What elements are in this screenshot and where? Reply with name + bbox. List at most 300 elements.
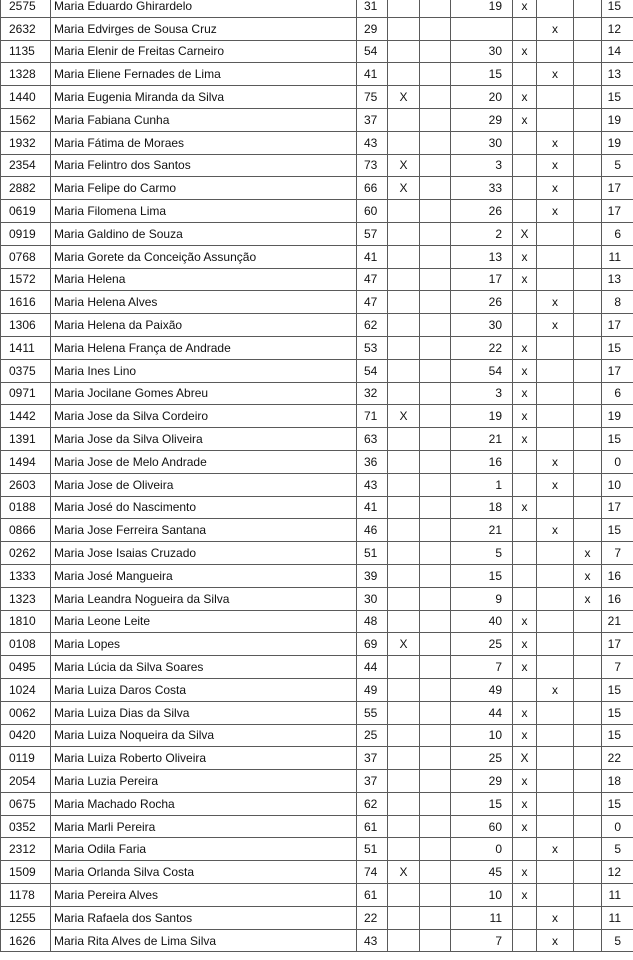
record-mark-d — [537, 701, 574, 724]
record-code: 1333 — [1, 564, 51, 587]
table-row — [1, 405, 633, 428]
record-count: 3 — [451, 382, 513, 405]
record-age: 53 — [357, 336, 388, 359]
record-mark-d — [537, 861, 574, 884]
record-name: Maria Jose de Oliveira — [51, 473, 357, 496]
record-code: 1810 — [1, 610, 51, 633]
record-name: Maria Eugenia Miranda da Silva — [51, 86, 357, 109]
record-count: 20 — [451, 86, 513, 109]
record-total: 17 — [602, 633, 633, 656]
record-name: Maria Luzia Pereira — [51, 770, 357, 793]
record-count: 7 — [451, 656, 513, 679]
record-code: 1562 — [1, 108, 51, 131]
table-row — [1, 0, 633, 17]
table-row — [1, 382, 633, 405]
record-mark-c: x — [513, 633, 537, 656]
record-age: 61 — [357, 884, 388, 907]
record-total: 0 — [602, 450, 633, 473]
record-mark-b — [420, 633, 451, 656]
table-row — [1, 747, 633, 770]
record-total: 12 — [602, 861, 633, 884]
record-mark-e — [574, 405, 602, 428]
record-mark-c: x — [513, 359, 537, 382]
record-mark-b — [420, 86, 451, 109]
record-mark-b — [420, 496, 451, 519]
record-age: 63 — [357, 428, 388, 451]
record-mark-a: X — [388, 633, 420, 656]
record-mark-c: x — [513, 815, 537, 838]
record-mark-a — [388, 610, 420, 633]
record-mark-a — [388, 40, 420, 63]
record-name: Maria Jocilane Gomes Abreu — [51, 382, 357, 405]
record-mark-a — [388, 496, 420, 519]
record-total: 5 — [602, 154, 633, 177]
table-row — [1, 656, 633, 679]
record-age: 62 — [357, 792, 388, 815]
record-mark-d — [537, 108, 574, 131]
record-count: 3 — [451, 154, 513, 177]
record-mark-b — [420, 861, 451, 884]
record-code: 0062 — [1, 701, 51, 724]
record-age: 44 — [357, 656, 388, 679]
record-mark-c: X — [513, 222, 537, 245]
record-count: 22 — [451, 336, 513, 359]
table-row — [1, 929, 633, 952]
record-age: 41 — [357, 496, 388, 519]
record-count: 54 — [451, 359, 513, 382]
table-row — [1, 884, 633, 907]
record-mark-e — [574, 291, 602, 314]
record-mark-c — [513, 678, 537, 701]
record-code: 1178 — [1, 884, 51, 907]
table-row — [1, 291, 633, 314]
record-mark-a — [388, 542, 420, 565]
record-total: 17 — [602, 200, 633, 223]
record-mark-e — [574, 200, 602, 223]
record-mark-e — [574, 86, 602, 109]
record-mark-b — [420, 222, 451, 245]
record-mark-c: X — [513, 747, 537, 770]
record-total: 5 — [602, 838, 633, 861]
record-mark-e — [574, 336, 602, 359]
record-code: 0768 — [1, 245, 51, 268]
record-age: 66 — [357, 177, 388, 200]
record-mark-d: x — [537, 200, 574, 223]
record-mark-d: x — [537, 314, 574, 337]
record-total: 8 — [602, 291, 633, 314]
record-count: 25 — [451, 633, 513, 656]
record-mark-b — [420, 678, 451, 701]
table-body — [1, 0, 633, 952]
record-mark-c: x — [513, 496, 537, 519]
record-mark-d: x — [537, 929, 574, 952]
record-mark-e — [574, 245, 602, 268]
record-code: 0619 — [1, 200, 51, 223]
record-code: 1135 — [1, 40, 51, 63]
record-age: 37 — [357, 108, 388, 131]
record-code: 0495 — [1, 656, 51, 679]
record-mark-c: x — [513, 724, 537, 747]
record-count: 19 — [451, 405, 513, 428]
table-row — [1, 610, 633, 633]
record-mark-c — [513, 17, 537, 40]
record-mark-c — [513, 63, 537, 86]
record-name: Maria José do Nascimento — [51, 496, 357, 519]
table-row — [1, 542, 633, 565]
record-mark-e: x — [574, 564, 602, 587]
record-mark-a — [388, 473, 420, 496]
record-count: 13 — [451, 245, 513, 268]
table-row — [1, 314, 633, 337]
record-code: 1411 — [1, 336, 51, 359]
record-mark-a — [388, 0, 420, 17]
record-mark-e — [574, 838, 602, 861]
record-code: 0119 — [1, 747, 51, 770]
record-mark-a — [388, 382, 420, 405]
record-mark-e — [574, 519, 602, 542]
record-age: 47 — [357, 291, 388, 314]
record-age: 37 — [357, 770, 388, 793]
record-name: Maria Lúcia da Silva Soares — [51, 656, 357, 679]
record-mark-b — [420, 17, 451, 40]
record-code: 0375 — [1, 359, 51, 382]
record-count: 29 — [451, 770, 513, 793]
record-mark-d — [537, 496, 574, 519]
record-mark-a — [388, 929, 420, 952]
record-code: 1616 — [1, 291, 51, 314]
record-name: Maria Lopes — [51, 633, 357, 656]
record-mark-b — [420, 792, 451, 815]
record-mark-d — [537, 0, 574, 17]
table-row — [1, 906, 633, 929]
record-name: Maria Gorete da Conceição Assunção — [51, 245, 357, 268]
record-age: 73 — [357, 154, 388, 177]
record-code: 0352 — [1, 815, 51, 838]
record-count: 18 — [451, 496, 513, 519]
record-mark-a: X — [388, 86, 420, 109]
record-total: 15 — [602, 724, 633, 747]
record-code: 1024 — [1, 678, 51, 701]
table-row — [1, 428, 633, 451]
record-age: 51 — [357, 542, 388, 565]
record-mark-c — [513, 154, 537, 177]
record-total: 5 — [602, 929, 633, 952]
record-name: Maria Machado Rocha — [51, 792, 357, 815]
record-mark-c — [513, 291, 537, 314]
record-code: 0675 — [1, 792, 51, 815]
record-mark-d — [537, 268, 574, 291]
record-code: 1494 — [1, 450, 51, 473]
record-total: 17 — [602, 359, 633, 382]
record-mark-d — [537, 724, 574, 747]
record-mark-c: x — [513, 884, 537, 907]
record-mark-e — [574, 656, 602, 679]
record-code: 0188 — [1, 496, 51, 519]
record-name: Maria Rafaela dos Santos — [51, 906, 357, 929]
record-mark-c — [513, 519, 537, 542]
record-mark-d — [537, 428, 574, 451]
record-age: 48 — [357, 610, 388, 633]
record-mark-d: x — [537, 473, 574, 496]
record-age: 22 — [357, 906, 388, 929]
record-count: 60 — [451, 815, 513, 838]
record-age: 71 — [357, 405, 388, 428]
record-age: 41 — [357, 63, 388, 86]
record-mark-b — [420, 382, 451, 405]
record-count: 15 — [451, 63, 513, 86]
record-count: 30 — [451, 314, 513, 337]
record-mark-a — [388, 678, 420, 701]
table-row — [1, 496, 633, 519]
record-total: 6 — [602, 382, 633, 405]
record-name: Maria Felipe do Carmo — [51, 177, 357, 200]
record-mark-b — [420, 838, 451, 861]
record-code: 2882 — [1, 177, 51, 200]
record-name: Maria Fátima de Moraes — [51, 131, 357, 154]
record-total: 22 — [602, 747, 633, 770]
record-count: 45 — [451, 861, 513, 884]
record-mark-e: x — [574, 542, 602, 565]
record-mark-c: x — [513, 382, 537, 405]
record-code: 1323 — [1, 587, 51, 610]
record-mark-e — [574, 359, 602, 382]
record-age: 54 — [357, 359, 388, 382]
record-mark-c: x — [513, 792, 537, 815]
record-count: 17 — [451, 268, 513, 291]
record-count: 19 — [451, 0, 513, 17]
table-row — [1, 222, 633, 245]
record-mark-a — [388, 108, 420, 131]
record-mark-a — [388, 587, 420, 610]
record-mark-e — [574, 17, 602, 40]
record-count: 9 — [451, 587, 513, 610]
record-name: Maria Helena da Paixão — [51, 314, 357, 337]
record-code: 1391 — [1, 428, 51, 451]
record-mark-c — [513, 542, 537, 565]
record-name: Maria Pereira Alves — [51, 884, 357, 907]
record-count: 15 — [451, 564, 513, 587]
record-count: 7 — [451, 929, 513, 952]
record-total: 11 — [602, 884, 633, 907]
record-mark-b — [420, 701, 451, 724]
record-mark-b — [420, 336, 451, 359]
record-name: Maria Jose Isaias Cruzado — [51, 542, 357, 565]
record-mark-e — [574, 222, 602, 245]
record-mark-d — [537, 336, 574, 359]
record-age: 25 — [357, 724, 388, 747]
record-mark-a — [388, 222, 420, 245]
table-row — [1, 177, 633, 200]
record-name: Maria Marli Pereira — [51, 815, 357, 838]
record-mark-b — [420, 587, 451, 610]
record-mark-b — [420, 929, 451, 952]
record-mark-a — [388, 131, 420, 154]
table-row — [1, 861, 633, 884]
record-code: 0262 — [1, 542, 51, 565]
record-mark-d: x — [537, 63, 574, 86]
record-age: 49 — [357, 678, 388, 701]
record-mark-a — [388, 564, 420, 587]
record-code: 2603 — [1, 473, 51, 496]
record-age: 43 — [357, 929, 388, 952]
record-mark-c: x — [513, 245, 537, 268]
record-mark-e: x — [574, 587, 602, 610]
record-name: Maria Odila Faria — [51, 838, 357, 861]
record-name: Maria Leone Leite — [51, 610, 357, 633]
record-mark-c: x — [513, 86, 537, 109]
record-mark-d — [537, 610, 574, 633]
record-mark-b — [420, 542, 451, 565]
record-age: 51 — [357, 838, 388, 861]
record-mark-d — [537, 656, 574, 679]
table-row — [1, 154, 633, 177]
record-total: 19 — [602, 108, 633, 131]
record-mark-e — [574, 610, 602, 633]
record-count: 1 — [451, 473, 513, 496]
record-mark-e — [574, 633, 602, 656]
record-mark-c — [513, 200, 537, 223]
record-name: Maria Luiza Noqueira da Silva — [51, 724, 357, 747]
record-mark-e — [574, 701, 602, 724]
record-mark-c — [513, 564, 537, 587]
record-mark-c — [513, 929, 537, 952]
record-mark-d: x — [537, 450, 574, 473]
record-name: Maria Ines Lino — [51, 359, 357, 382]
record-count: 25 — [451, 747, 513, 770]
record-mark-e — [574, 428, 602, 451]
record-mark-c: x — [513, 0, 537, 17]
record-total: 0 — [602, 815, 633, 838]
record-code: 1626 — [1, 929, 51, 952]
record-mark-e — [574, 314, 602, 337]
record-mark-d — [537, 770, 574, 793]
record-total: 12 — [602, 17, 633, 40]
record-count: 15 — [451, 792, 513, 815]
record-mark-c — [513, 906, 537, 929]
record-mark-b — [420, 770, 451, 793]
record-mark-a — [388, 314, 420, 337]
record-mark-a — [388, 428, 420, 451]
record-count: 0 — [451, 838, 513, 861]
record-mark-a — [388, 200, 420, 223]
table-row — [1, 245, 633, 268]
record-mark-d — [537, 815, 574, 838]
record-total: 15 — [602, 428, 633, 451]
record-total: 17 — [602, 177, 633, 200]
table-row — [1, 473, 633, 496]
record-code: 2632 — [1, 17, 51, 40]
table-row — [1, 724, 633, 747]
record-mark-d — [537, 382, 574, 405]
table-row — [1, 587, 633, 610]
record-count: 49 — [451, 678, 513, 701]
record-code: 1440 — [1, 86, 51, 109]
record-mark-a — [388, 336, 420, 359]
record-mark-a — [388, 245, 420, 268]
table-row — [1, 564, 633, 587]
record-total: 17 — [602, 496, 633, 519]
record-total: 15 — [602, 519, 633, 542]
record-mark-c: x — [513, 770, 537, 793]
table-row — [1, 450, 633, 473]
record-mark-c: x — [513, 656, 537, 679]
record-mark-e — [574, 815, 602, 838]
record-name: Maria José Mangueira — [51, 564, 357, 587]
record-name: Maria Helena Alves — [51, 291, 357, 314]
record-code: 1442 — [1, 405, 51, 428]
record-mark-e — [574, 177, 602, 200]
record-mark-c — [513, 473, 537, 496]
table-row — [1, 336, 633, 359]
record-mark-b — [420, 519, 451, 542]
record-mark-d — [537, 747, 574, 770]
record-age: 39 — [357, 564, 388, 587]
record-mark-d: x — [537, 906, 574, 929]
record-age: 29 — [357, 17, 388, 40]
table-row — [1, 815, 633, 838]
record-total: 13 — [602, 268, 633, 291]
record-count: 5 — [451, 542, 513, 565]
record-mark-d: x — [537, 291, 574, 314]
record-mark-b — [420, 428, 451, 451]
record-age: 69 — [357, 633, 388, 656]
record-mark-b — [420, 177, 451, 200]
record-total: 15 — [602, 678, 633, 701]
table-row — [1, 131, 633, 154]
record-total: 15 — [602, 0, 633, 17]
record-age: 75 — [357, 86, 388, 109]
record-mark-d: x — [537, 154, 574, 177]
record-mark-e — [574, 108, 602, 131]
record-total: 16 — [602, 587, 633, 610]
record-age: 61 — [357, 815, 388, 838]
record-mark-b — [420, 564, 451, 587]
record-count: 11 — [451, 906, 513, 929]
record-mark-e — [574, 496, 602, 519]
table-row — [1, 701, 633, 724]
record-code: 0866 — [1, 519, 51, 542]
record-mark-e — [574, 906, 602, 929]
record-mark-b — [420, 473, 451, 496]
record-mark-c: x — [513, 428, 537, 451]
record-name: Maria Jose Ferreira Santana — [51, 519, 357, 542]
record-age: 30 — [357, 587, 388, 610]
table-row — [1, 108, 633, 131]
record-mark-a — [388, 815, 420, 838]
record-name: Maria Eduardo Ghirardelo — [51, 0, 357, 17]
record-total: 6 — [602, 222, 633, 245]
record-name: Maria Galdino de Souza — [51, 222, 357, 245]
table-row — [1, 519, 633, 542]
record-mark-d — [537, 633, 574, 656]
record-total: 13 — [602, 63, 633, 86]
record-mark-b — [420, 0, 451, 17]
record-mark-d: x — [537, 519, 574, 542]
record-name: Maria Rita Alves de Lima Silva — [51, 929, 357, 952]
record-total: 15 — [602, 336, 633, 359]
record-total: 15 — [602, 701, 633, 724]
record-count: 16 — [451, 450, 513, 473]
record-mark-e — [574, 724, 602, 747]
record-name: Maria Jose de Melo Andrade — [51, 450, 357, 473]
record-name: Maria Jose da Silva Oliveira — [51, 428, 357, 451]
record-code: 0108 — [1, 633, 51, 656]
record-mark-e — [574, 792, 602, 815]
record-name: Maria Leandra Nogueira da Silva — [51, 587, 357, 610]
record-age: 74 — [357, 861, 388, 884]
record-total: 11 — [602, 906, 633, 929]
record-mark-d — [537, 587, 574, 610]
